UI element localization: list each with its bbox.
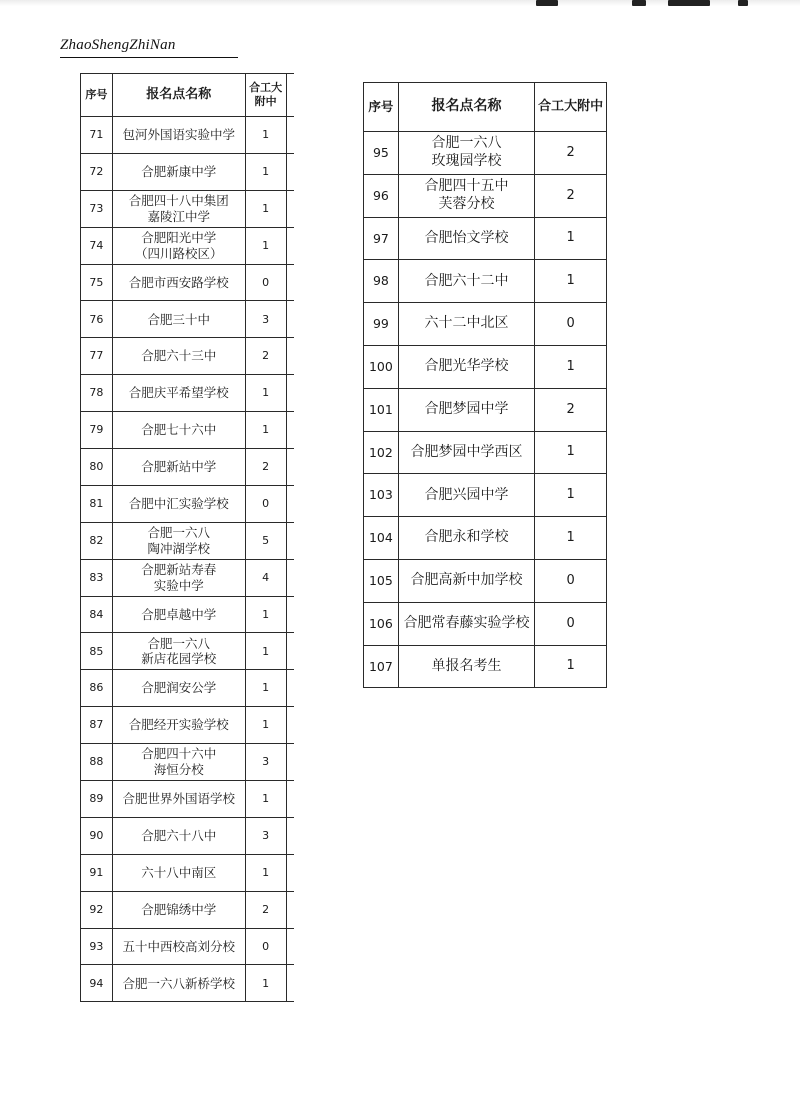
- row-name: 合肥新站寿春 实验中学: [112, 559, 245, 596]
- header-seq: 序号: [364, 83, 399, 132]
- table-row: [81, 375, 295, 412]
- row-seq: 74: [81, 227, 113, 264]
- header-count: 合工大附中: [535, 83, 607, 132]
- table-row: [364, 303, 607, 346]
- row-count: 1: [245, 781, 286, 818]
- table-row: [364, 260, 607, 303]
- table-row: [81, 891, 295, 928]
- row-name: 合肥梦园中学西区: [398, 431, 534, 474]
- row-count: 1: [535, 474, 607, 517]
- row-seq: 104: [364, 517, 399, 560]
- table-row: [364, 517, 607, 560]
- table-header-row: [81, 74, 295, 117]
- row-name: 六十八中南区: [112, 854, 245, 891]
- row-seq: 80: [81, 449, 113, 486]
- table-row: [364, 388, 607, 431]
- cut-off-cell: [286, 781, 294, 818]
- cut-off-cell: [286, 264, 294, 301]
- page-header: ZhaoShengZhiNan: [60, 37, 176, 53]
- table-row: [364, 174, 607, 217]
- row-name: 合肥永和学校: [398, 517, 534, 560]
- cut-off-cell: [286, 301, 294, 338]
- row-count: 0: [535, 602, 607, 645]
- row-count: 2: [535, 388, 607, 431]
- row-name: 合肥世界外国语学校: [112, 781, 245, 818]
- table-row: [364, 431, 607, 474]
- row-count: 1: [535, 345, 607, 388]
- cut-off-cell: [286, 559, 294, 596]
- row-name: 合肥光华学校: [398, 345, 534, 388]
- row-name: 合肥四十八中集团 嘉陵江中学: [112, 190, 245, 227]
- row-count: 3: [245, 301, 286, 338]
- table-row: [81, 449, 295, 486]
- cut-off-column: [286, 74, 294, 117]
- row-seq: 89: [81, 781, 113, 818]
- header-count: 合工大附中: [245, 74, 286, 117]
- row-name: 合肥常春藤实验学校: [398, 602, 534, 645]
- cut-off-cell: [286, 928, 294, 965]
- row-count: 2: [245, 449, 286, 486]
- row-seq: 75: [81, 264, 113, 301]
- row-name: 合肥锦绣中学: [112, 891, 245, 928]
- row-count: 2: [245, 891, 286, 928]
- cut-off-cell: [286, 227, 294, 264]
- table-row: [81, 338, 295, 375]
- row-seq: 78: [81, 375, 113, 412]
- cut-off-cell: [286, 633, 294, 670]
- table-row: [81, 707, 295, 744]
- row-seq: 79: [81, 412, 113, 449]
- row-seq: 73: [81, 190, 113, 227]
- cut-off-cell: [286, 707, 294, 744]
- table-row: [81, 301, 295, 338]
- table-row: [81, 670, 295, 707]
- left-registration-table: [80, 73, 294, 1002]
- table-row: [81, 227, 295, 264]
- table-row: [364, 559, 607, 602]
- row-count: 0: [535, 303, 607, 346]
- row-seq: 85: [81, 633, 113, 670]
- corner-mark: [536, 0, 558, 6]
- row-name: 单报名考生: [398, 645, 534, 688]
- row-count: 0: [535, 559, 607, 602]
- table-row: [81, 412, 295, 449]
- table-row: [81, 633, 295, 670]
- cut-off-cell: [286, 485, 294, 522]
- row-count: 1: [245, 375, 286, 412]
- corner-mark: [668, 0, 710, 6]
- row-count: 1: [245, 190, 286, 227]
- table-row: [81, 559, 295, 596]
- cut-off-cell: [286, 190, 294, 227]
- cut-off-cell: [286, 854, 294, 891]
- table-row: [81, 117, 295, 154]
- row-name: 合肥四十六中 海恒分校: [112, 744, 245, 781]
- row-seq: 90: [81, 817, 113, 854]
- cut-off-cell: [286, 817, 294, 854]
- row-name: 合肥庆平希望学校: [112, 375, 245, 412]
- row-count: 2: [245, 338, 286, 375]
- row-count: 0: [245, 264, 286, 301]
- row-seq: 72: [81, 153, 113, 190]
- row-name: 合肥新站中学: [112, 449, 245, 486]
- table-row: [81, 522, 295, 559]
- row-count: 1: [245, 854, 286, 891]
- row-count: 1: [535, 517, 607, 560]
- row-count: 1: [245, 965, 286, 1002]
- row-seq: 93: [81, 928, 113, 965]
- table-row: [81, 153, 295, 190]
- row-name: 合肥新康中学: [112, 153, 245, 190]
- row-count: 1: [245, 670, 286, 707]
- row-name: 合肥三十中: [112, 301, 245, 338]
- row-seq: 92: [81, 891, 113, 928]
- table-row: [364, 602, 607, 645]
- row-seq: 88: [81, 744, 113, 781]
- row-seq: 101: [364, 388, 399, 431]
- cut-off-cell: [286, 117, 294, 154]
- row-count: 0: [245, 928, 286, 965]
- table-row: [81, 596, 295, 633]
- table-row: [81, 781, 295, 818]
- header-seq: 序号: [81, 74, 113, 117]
- row-seq: 97: [364, 217, 399, 260]
- row-seq: 84: [81, 596, 113, 633]
- row-count: 1: [245, 412, 286, 449]
- table-row: [81, 264, 295, 301]
- row-seq: 82: [81, 522, 113, 559]
- row-count: 5: [245, 522, 286, 559]
- table-header-row: [364, 83, 607, 132]
- row-count: 1: [535, 431, 607, 474]
- cut-off-cell: [286, 153, 294, 190]
- table-row: [364, 645, 607, 688]
- row-count: 3: [245, 744, 286, 781]
- row-seq: 103: [364, 474, 399, 517]
- row-name: 合肥六十二中: [398, 260, 534, 303]
- table-row: [81, 744, 295, 781]
- row-name: 包河外国语实验中学: [112, 117, 245, 154]
- header-name: 报名点名称: [398, 83, 534, 132]
- row-name: 合肥经开实验学校: [112, 707, 245, 744]
- table-row: [81, 965, 295, 1002]
- cut-off-cell: [286, 412, 294, 449]
- row-seq: 94: [81, 965, 113, 1002]
- header-name: 报名点名称: [112, 74, 245, 117]
- row-seq: 106: [364, 602, 399, 645]
- cut-off-cell: [286, 670, 294, 707]
- row-name: 合肥卓越中学: [112, 596, 245, 633]
- row-count: 1: [535, 260, 607, 303]
- row-count: 2: [535, 174, 607, 217]
- cut-off-cell: [286, 449, 294, 486]
- row-count: 2: [535, 132, 607, 175]
- row-seq: 77: [81, 338, 113, 375]
- row-count: 4: [245, 559, 286, 596]
- row-seq: 99: [364, 303, 399, 346]
- row-seq: 102: [364, 431, 399, 474]
- row-name: 合肥怡文学校: [398, 217, 534, 260]
- row-seq: 107: [364, 645, 399, 688]
- row-name: 五十中西校高刘分校: [112, 928, 245, 965]
- row-name: 合肥高新中加学校: [398, 559, 534, 602]
- cut-off-cell: [286, 965, 294, 1002]
- row-name: 合肥市西安路学校: [112, 264, 245, 301]
- cut-off-cell: [286, 522, 294, 559]
- row-name: 合肥梦园中学: [398, 388, 534, 431]
- row-name: 合肥六十三中: [112, 338, 245, 375]
- row-count: 3: [245, 817, 286, 854]
- cut-off-cell: [286, 596, 294, 633]
- row-name: 合肥兴园中学: [398, 474, 534, 517]
- corner-mark: [738, 0, 748, 6]
- corner-mark: [632, 0, 646, 6]
- row-name: 合肥中汇实验学校: [112, 485, 245, 522]
- row-seq: 98: [364, 260, 399, 303]
- row-seq: 105: [364, 559, 399, 602]
- row-name: 合肥六十八中: [112, 817, 245, 854]
- row-seq: 86: [81, 670, 113, 707]
- row-name: 合肥七十六中: [112, 412, 245, 449]
- cut-off-cell: [286, 744, 294, 781]
- row-count: 1: [245, 596, 286, 633]
- table-row: [81, 485, 295, 522]
- row-seq: 83: [81, 559, 113, 596]
- row-seq: 76: [81, 301, 113, 338]
- row-count: 1: [245, 633, 286, 670]
- row-count: 1: [535, 217, 607, 260]
- row-seq: 81: [81, 485, 113, 522]
- row-seq: 87: [81, 707, 113, 744]
- header-rule: [60, 57, 238, 58]
- table-row: [364, 474, 607, 517]
- row-name: 合肥一六八 陶冲湖学校: [112, 522, 245, 559]
- row-count: 1: [245, 153, 286, 190]
- row-name: 合肥润安公学: [112, 670, 245, 707]
- row-name: 合肥一六八 玫瑰园学校: [398, 132, 534, 175]
- row-name: 合肥一六八 新店花园学校: [112, 633, 245, 670]
- row-count: 1: [245, 227, 286, 264]
- row-seq: 100: [364, 345, 399, 388]
- row-count: 1: [535, 645, 607, 688]
- cut-off-cell: [286, 338, 294, 375]
- table-row: [364, 345, 607, 388]
- row-count: 1: [245, 707, 286, 744]
- row-seq: 96: [364, 174, 399, 217]
- row-name: 六十二中北区: [398, 303, 534, 346]
- table-row: [364, 132, 607, 175]
- row-seq: 71: [81, 117, 113, 154]
- table-row: [81, 190, 295, 227]
- row-seq: 91: [81, 854, 113, 891]
- table-row: [81, 817, 295, 854]
- right-registration-table: [363, 82, 607, 688]
- cut-off-cell: [286, 375, 294, 412]
- table-row: [364, 217, 607, 260]
- row-seq: 95: [364, 132, 399, 175]
- row-count: 1: [245, 117, 286, 154]
- table-row: [81, 928, 295, 965]
- row-name: 合肥一六八新桥学校: [112, 965, 245, 1002]
- row-name: 合肥阳光中学 （四川路校区）: [112, 227, 245, 264]
- row-count: 0: [245, 485, 286, 522]
- cut-off-cell: [286, 891, 294, 928]
- row-name: 合肥四十五中 芙蓉分校: [398, 174, 534, 217]
- table-row: [81, 854, 295, 891]
